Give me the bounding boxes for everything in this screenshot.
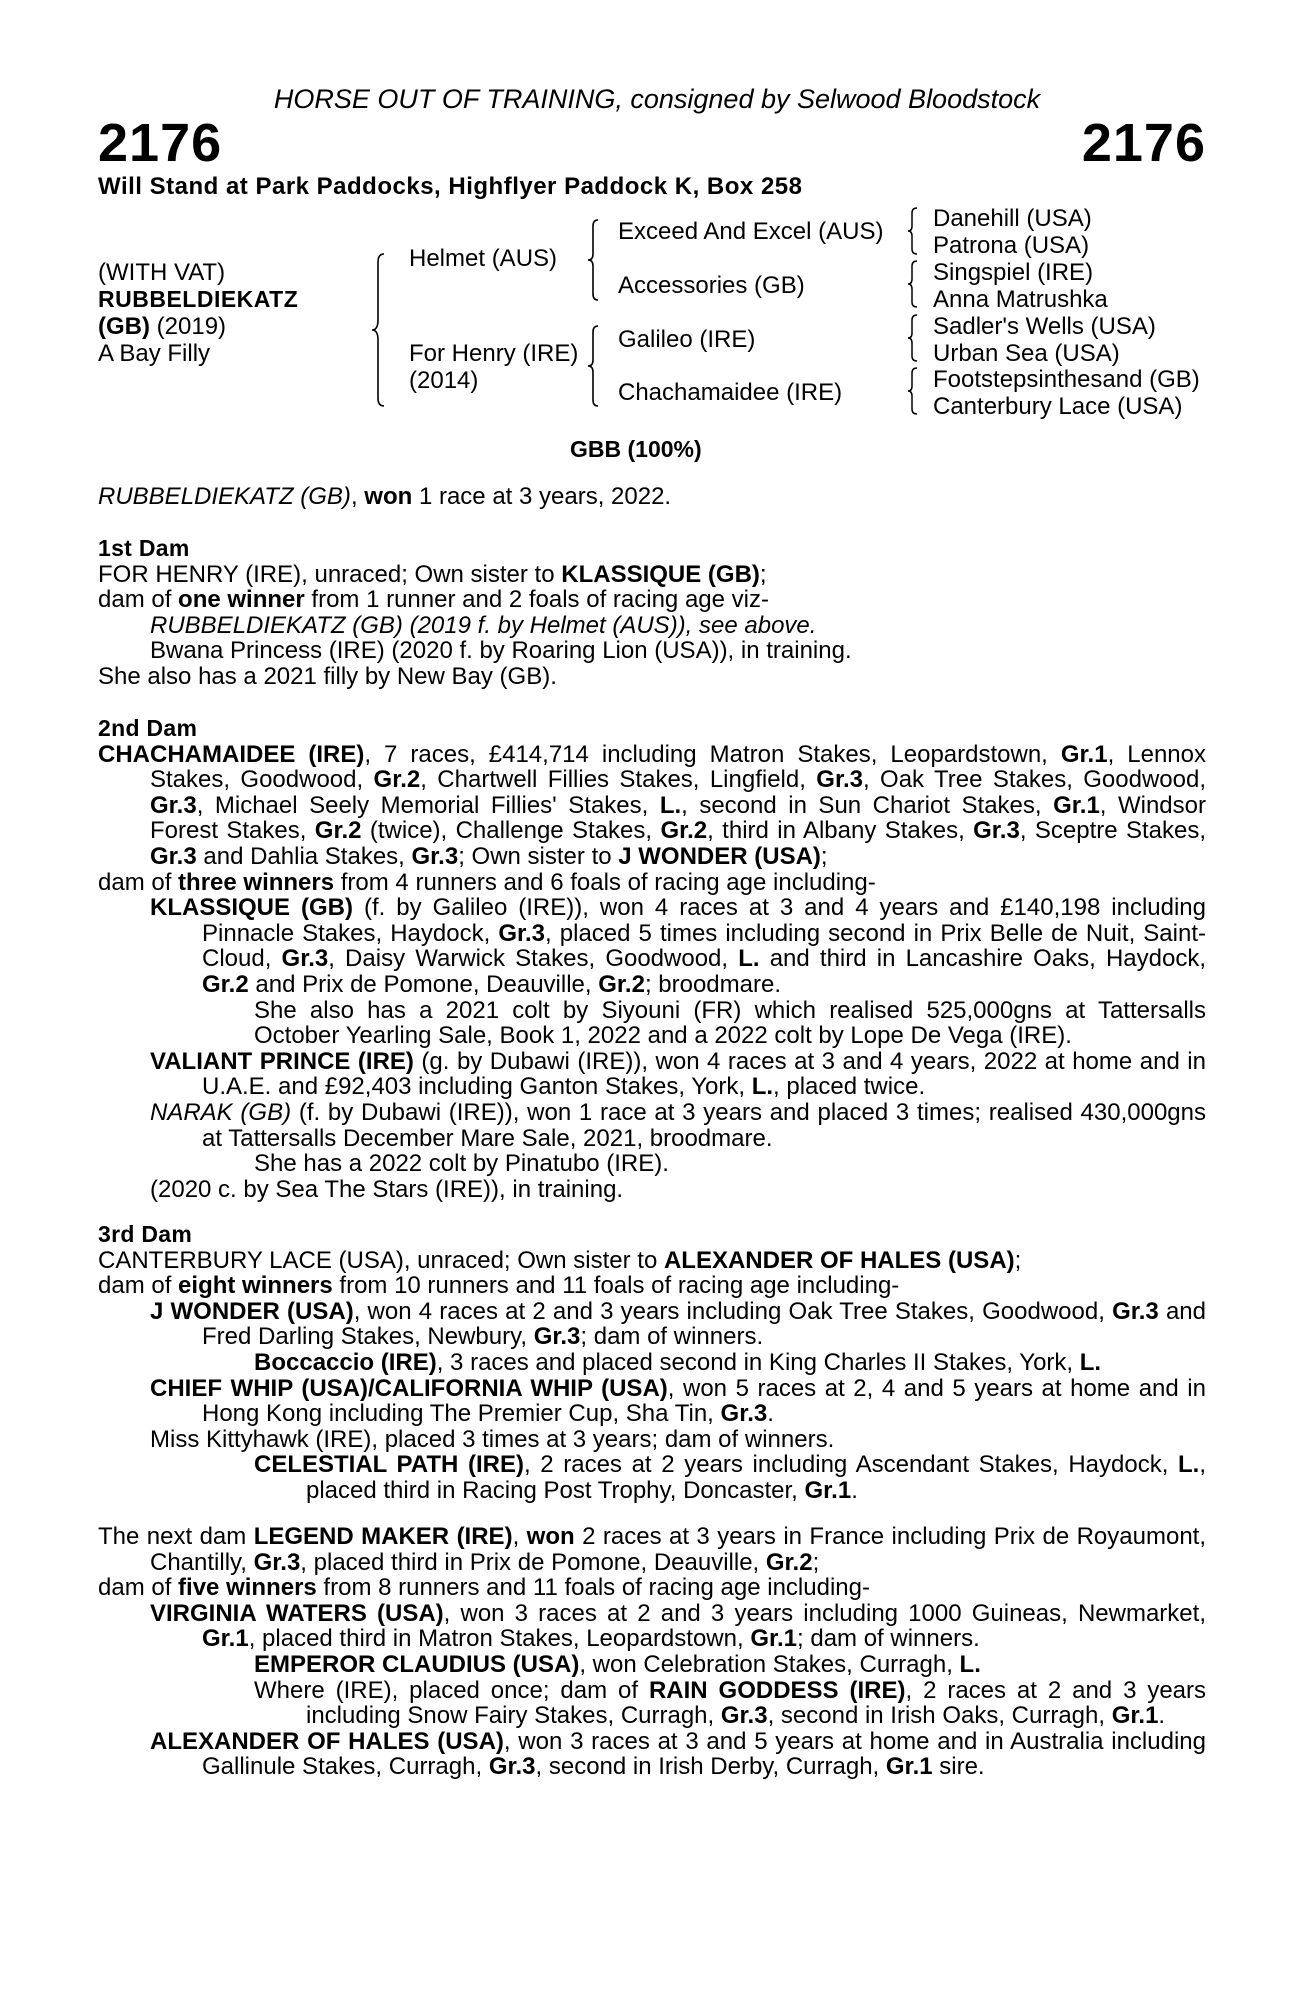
produce-klassique: KLASSIQUE (GB) (f. by Galileo (IRE)), won 4 races at 3 and 4 years and £140,198 including Pinnacle Stakes, Haydock, Gr.3, placed 5 times including second in Prix Belle de Nuit, Saint-Cloud, Gr.3, Daisy Warwick Stakes, Goodwood, L. and third in Lancashire Oaks, Haydock, Gr.2 and Prix de Pomone, Deauville, Gr.2; broodmare. (150, 894, 1207, 998)
pedigree-dam-year: (2014) (409, 367, 479, 394)
produce-emperor-claudius: EMPEROR CLAUDIUS (USA), won Celebration Stakes, Curragh, L. (254, 1650, 981, 1678)
first-dam-line1-end: ; (759, 560, 767, 588)
second-dam-section (98, 716, 1206, 1202)
pedigree-brace-main (370, 252, 390, 408)
third-dam-record: CANTERBURY LACE (USA), unraced; Own sister to ALEXANDER OF HALES (USA); (98, 1246, 1022, 1274)
produce-j-wonder: J WONDER (USA), won 4 races at 2 and 3 years including Oak Tree Stakes, Goodwood, Gr.3 and Fred Darling Stakes, Newbury, Gr.3; dam of winners. (150, 1297, 1206, 1351)
second-dam-heading: 2nd Dam (98, 715, 198, 741)
klassique-progeny: She also has a 2021 colt by Siyouni (FR) which realised 525,000gns at Tattersalls October Yearling Sale, Book 1, 2022 and a 2022 colt by Lope De Vega (IRE). (254, 996, 1206, 1050)
third-dam-section (98, 1222, 1206, 1504)
pedigree-dsd: Urban Sea (USA) (933, 340, 1120, 367)
first-dam-produce-3: She also has a 2021 filly by New Bay (GB). (98, 662, 557, 690)
pedigree-dd: Chachamaidee (IRE) (618, 379, 843, 406)
pedigree-brace-sire (586, 218, 602, 302)
horse-description: A Bay Filly (98, 340, 211, 367)
horse-name: RUBBELDIEKATZ (98, 286, 299, 312)
produce-valiant-prince: VALIANT PRINCE (IRE) (g. by Dubawi (IRE)), won 4 races at 3 and 4 years, 2022 at home and in U.A.E. and £92,403 including Ganton Stakes, York, L., placed twice. (150, 1047, 1206, 1101)
first-dam-sibling: KLASSIQUE (GB) (561, 560, 760, 588)
pedigree-sdd: Anna Matrushka (933, 286, 1108, 313)
produce-miss-kittyhawk: Miss Kittyhawk (IRE), placed 3 times at 3 years; dam of winners. (150, 1425, 835, 1453)
pedigree-dss: Sadler's Wells (USA) (933, 313, 1156, 340)
first-dam-line1: FOR HENRY (IRE), unraced; Own sister to (98, 560, 562, 588)
pedigree-brace-ds (906, 313, 920, 363)
produce-celestial-path: CELESTIAL PATH (IRE), 2 races at 2 years including Ascendant Stakes, Haydock, L., placed third in Racing Post Trophy, Doncaster, Gr.1. (254, 1451, 1207, 1504)
first-dam-line2: dam of (98, 586, 179, 614)
second-dam-record: CHACHAMAIDEE (IRE), 7 races, £414,714 including Matron Stakes, Leopardstown, Gr.1, Lennox Stakes, Goodwood, Gr.2, Chartwell Fillies Stakes, Lingfield, Gr.3, Oak Tree Stakes, Goodwood, Gr.3, Michael Seely Memorial Fillies' Stakes, L., second in Sun Chariot Stakes, Gr.1, Windsor Forest Stakes, Gr.2 (twice), Challenge Stakes, Gr.2, third in Albany Stakes, Gr.3, Sceptre Stakes, Gr.3 and Dahlia Stakes, Gr.3; Own sister to J WONDER (USA); (98, 740, 1206, 870)
pedigree-ds: Galileo (IRE) (618, 326, 756, 353)
first-dam-section (98, 536, 1206, 690)
vat-label: (WITH VAT) (98, 259, 226, 286)
pedigree-ssd: Patrona (USA) (933, 232, 1090, 259)
produce-narak: NARAK (GB) (f. by Dubawi (IRE)), won 1 race at 3 years and placed 3 times; realised 430,000gns at Tattersalls December Mare Sale, 2021, broodmare. (150, 1098, 1206, 1152)
second-dam-produce-summary: dam of three winners from 4 runners and 6 foals of racing age including- (98, 868, 876, 896)
record-horse-name: RUBBELDIEKATZ (GB) (98, 483, 351, 510)
horse-suffix-year (98, 313, 226, 340)
produce-chief-whip: CHIEF WHIP (USA)/CALIFORNIA WHIP (USA), won 5 races at 2, 4 and 5 years at home and in Hong Kong including The Premier Cup, Sha Tin, Gr.3. (150, 1374, 1206, 1428)
record-won: won (364, 483, 413, 510)
third-dam-heading: 3rd Dam (98, 1221, 193, 1247)
pedigree-ss: Exceed And Excel (AUS) (618, 218, 884, 245)
produce-2020-colt: (2020 c. by Sea The Stars (IRE)), in training. (150, 1175, 624, 1203)
pedigree-brace-sd (906, 259, 920, 309)
first-dam-produce-1: RUBBELDIEKATZ (GB) (2019 f. by Helmet (AUS)), see above. (150, 611, 817, 639)
pedigree-sss: Danehill (USA) (933, 205, 1092, 232)
first-dam-heading: 1st Dam (98, 535, 190, 561)
pedigree-sire: Helmet (AUS) (409, 245, 558, 272)
horse-suffix: (GB) (98, 313, 150, 340)
pedigree-sd: Accessories (GB) (618, 272, 805, 299)
first-dam-line2-end: from 1 runner and 2 foals of racing age viz- (304, 586, 769, 614)
horse-year: (2019) (156, 313, 227, 340)
pedigree-brace-dam (586, 324, 602, 408)
pedigree-dam: For Henry (IRE) (409, 340, 579, 367)
produce-virginia-waters: VIRGINIA WATERS (USA), won 3 races at 2 and 3 years including 1000 Guineas, Newmarket, Gr.1, placed third in Matron Stakes, Leopardstown, Gr.1; dam of winners. (150, 1599, 1206, 1653)
record-text: 1 race at 3 years, 2022. (412, 483, 672, 510)
next-dam-record: The next dam LEGEND MAKER (IRE), won 2 races at 3 years in France including Prix de Royaumont, Chantilly, Gr.3, placed third in Prix de Pomone, Deauville, Gr.2; (98, 1523, 1207, 1576)
race-record: RUBBELDIEKATZ (GB), won 1 race at 3 years, 2022. (98, 483, 672, 510)
third-dam-produce-summary: dam of eight winners from 10 runners and 11 foals of racing age including- (98, 1272, 900, 1300)
lot-number-right: 2176 (1081, 113, 1206, 173)
consignment-line: HORSE OUT OF TRAINING, consigned by Selwood Bloodstock (273, 84, 1041, 114)
pedigree-dds: Footstepsinthesand (GB) (933, 366, 1200, 393)
first-dam-winners: one winner (178, 586, 305, 614)
pedigree-ddd: Canterbury Lace (USA) (933, 393, 1183, 420)
pedigree-brace-ss (906, 206, 920, 256)
gbb-rating: GBB (100%) (570, 436, 702, 462)
produce-boccaccio: Boccaccio (IRE), 3 races and placed second in King Charles II Stakes, York, L. (254, 1348, 1102, 1376)
pedigree-sds: Singspiel (IRE) (933, 259, 1094, 286)
first-dam-produce-2: Bwana Princess (IRE) (2020 f. by Roaring Lion (USA)), in training. (150, 637, 852, 665)
produce-where: Where (IRE), placed once; dam of RAIN GODDESS (IRE), 2 races at 2 and 3 years including Snow Fairy Stakes, Curragh, Gr.3, second in Irish Oaks, Curragh, Gr.1. (254, 1676, 1207, 1730)
produce-alexander-of-hales: ALEXANDER OF HALES (USA), won 3 races at 3 and 5 years at home and in Australia including Gallinule Stakes, Curragh, Gr.3, second in Irish Derby, Curragh, Gr.1 sire. (150, 1727, 1206, 1781)
lot-number-left: 2176 (98, 113, 223, 173)
stand-location: Will Stand at Park Paddocks, Highflyer Paddock K, Box 258 (98, 173, 803, 200)
narak-progeny: She has a 2022 colt by Pinatubo (IRE). (254, 1150, 669, 1178)
next-dam-section (98, 1524, 1206, 1780)
pedigree-brace-dd (906, 366, 920, 416)
next-dam-produce-summary: dam of five winners from 8 runners and 11 foals of racing age including- (98, 1574, 870, 1602)
